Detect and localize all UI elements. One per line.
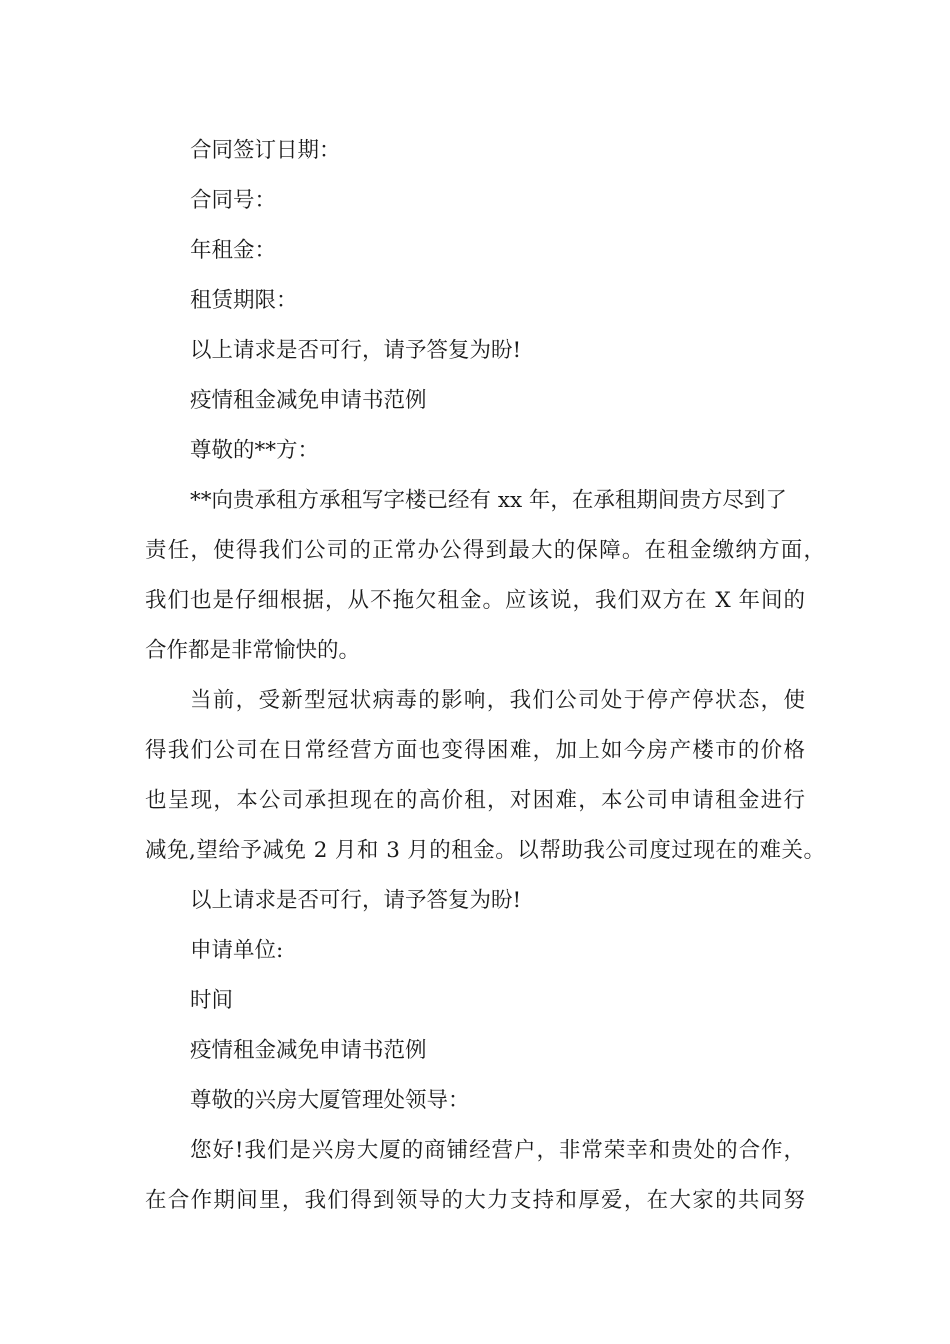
paragraph-line: 减免,望给予减免 2 月和 3 月的租金。以帮助我公司度过现在的难关。 (145, 838, 825, 863)
salutation: 尊敬的兴房大厦管理处领导： (190, 1088, 470, 1113)
text-line: 以上请求是否可行，请予答复为盼! (190, 338, 522, 363)
paragraph-line: 您好!我们是兴房大厦的商铺经营户，非常荣幸和贵处的合作， (190, 1138, 805, 1163)
document-heading: 疫情租金减免申请书范例 (190, 1038, 427, 1063)
paragraph-line: 在合作期间里，我们得到领导的大力支持和厚爱，在大家的共同努 (145, 1188, 805, 1213)
text-line: 年租金： (190, 238, 277, 263)
salutation: 尊敬的**方： (190, 438, 320, 463)
text-line: 租赁期限： (190, 288, 298, 313)
paragraph-line: 责任，使得我们公司的正常办公得到最大的保障。在租金缴纳方面， (145, 538, 825, 563)
document-heading: 疫情租金减免申请书范例 (190, 388, 427, 413)
paragraph-line: 当前，受新型冠状病毒的影响，我们公司处于停产停状态，使 (190, 688, 805, 713)
text-line: 合同号： (190, 188, 277, 213)
text-line: 以上请求是否可行，请予答复为盼! (190, 888, 522, 913)
paragraph-line: **向贵承租方承租写字楼已经有 xx 年，在承租期间贵方尽到了 (190, 488, 787, 513)
paragraph-line: 也呈现，本公司承担现在的高价租，对困难，本公司申请租金进行 (145, 788, 805, 813)
paragraph-line: 得我们公司在日常经营方面也变得困难，加上如今房产楼市的价格 (145, 738, 805, 763)
text-line: 申请单位: (190, 938, 284, 963)
paragraph-line: 合作都是非常愉快的。 (145, 638, 361, 663)
paragraph-line: 我们也是仔细根据，从不拖欠租金。应该说，我们双方在 X 年间的 (145, 588, 805, 613)
text-line: 合同签订日期： (190, 138, 341, 163)
text-line: 时间 (190, 988, 234, 1013)
